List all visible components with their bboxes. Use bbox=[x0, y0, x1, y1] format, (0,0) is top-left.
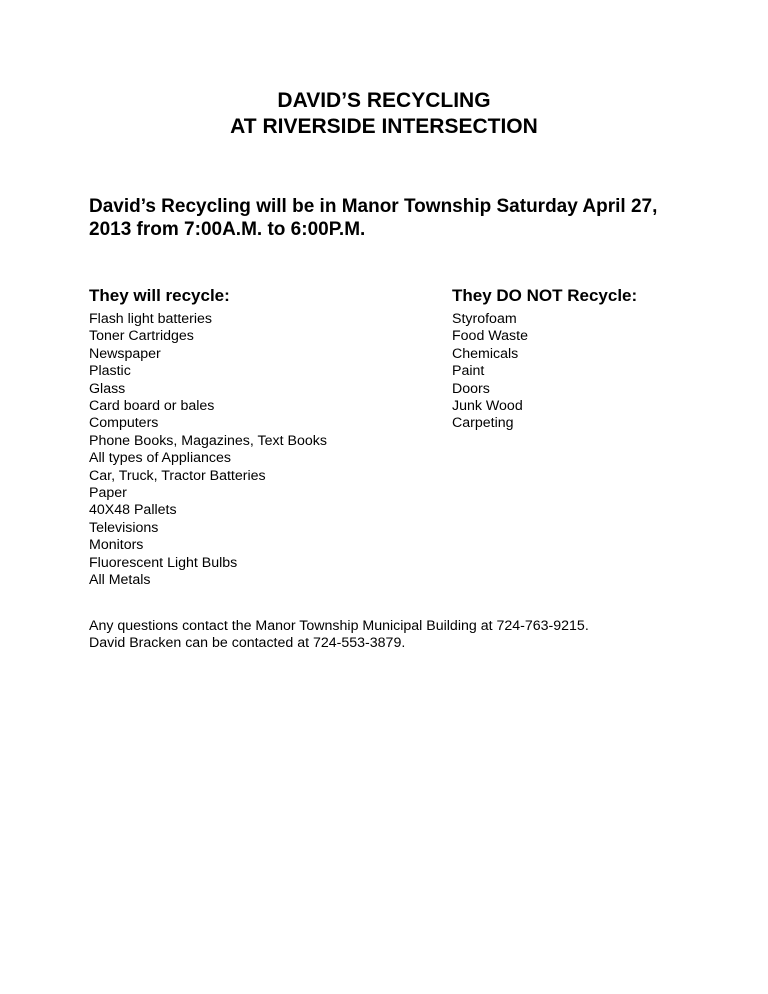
list-item: Computers bbox=[89, 415, 159, 432]
will-recycle-heading: They will recycle: bbox=[89, 286, 230, 305]
list-item: Phone Books, Magazines, Text Books bbox=[89, 432, 327, 449]
list-item: Newspaper bbox=[89, 345, 161, 362]
list-item: Fluorescent Light Bulbs bbox=[89, 554, 238, 571]
list-item: Paint bbox=[452, 363, 485, 380]
list-item: All Metals bbox=[89, 572, 151, 589]
will-recycle-list bbox=[89, 311, 419, 590]
do-not-recycle-section bbox=[452, 285, 712, 433]
list-item: Televisions bbox=[89, 519, 159, 536]
contact-line-david: David Bracken can be contacted at 724-553-3879. bbox=[89, 635, 406, 652]
list-item: Styrofoam bbox=[452, 311, 517, 327]
list-item: 40X48 Pallets bbox=[89, 502, 177, 519]
contact-line-municipal: Any questions contact the Manor Township Municipal Building at 724-763-9215. bbox=[89, 618, 589, 634]
list-item: Food Waste bbox=[452, 328, 528, 345]
event-announcement: David’s Recycling will be in Manor Township Saturday April 27, 2013 from 7:00A.M. to 6:00P.M. bbox=[89, 196, 658, 240]
list-item: Doors bbox=[452, 380, 490, 397]
list-item: Chemicals bbox=[452, 345, 519, 362]
list-item: Plastic bbox=[89, 363, 131, 380]
list-item: Paper bbox=[89, 485, 127, 502]
list-item: Monitors bbox=[89, 537, 144, 554]
contact-info bbox=[89, 618, 709, 653]
will-recycle-section bbox=[89, 285, 419, 590]
list-item: Car, Truck, Tractor Batteries bbox=[89, 467, 266, 484]
title-line-2: AT RIVERSIDE INTERSECTION bbox=[230, 115, 538, 138]
list-item: Card board or bales bbox=[89, 398, 215, 415]
list-item: Carpeting bbox=[452, 415, 514, 432]
list-item: All types of Appliances bbox=[89, 450, 231, 467]
list-item: Flash light batteries bbox=[89, 311, 213, 327]
do-not-recycle-heading: They DO NOT Recycle: bbox=[452, 286, 638, 305]
do-not-recycle-list bbox=[452, 311, 712, 433]
list-item: Toner Cartridges bbox=[89, 328, 194, 345]
list-item: Junk Wood bbox=[452, 398, 523, 415]
document-title bbox=[0, 88, 768, 140]
title-line-1: DAVID’S RECYCLING bbox=[277, 89, 491, 112]
list-item: Glass bbox=[89, 380, 126, 397]
